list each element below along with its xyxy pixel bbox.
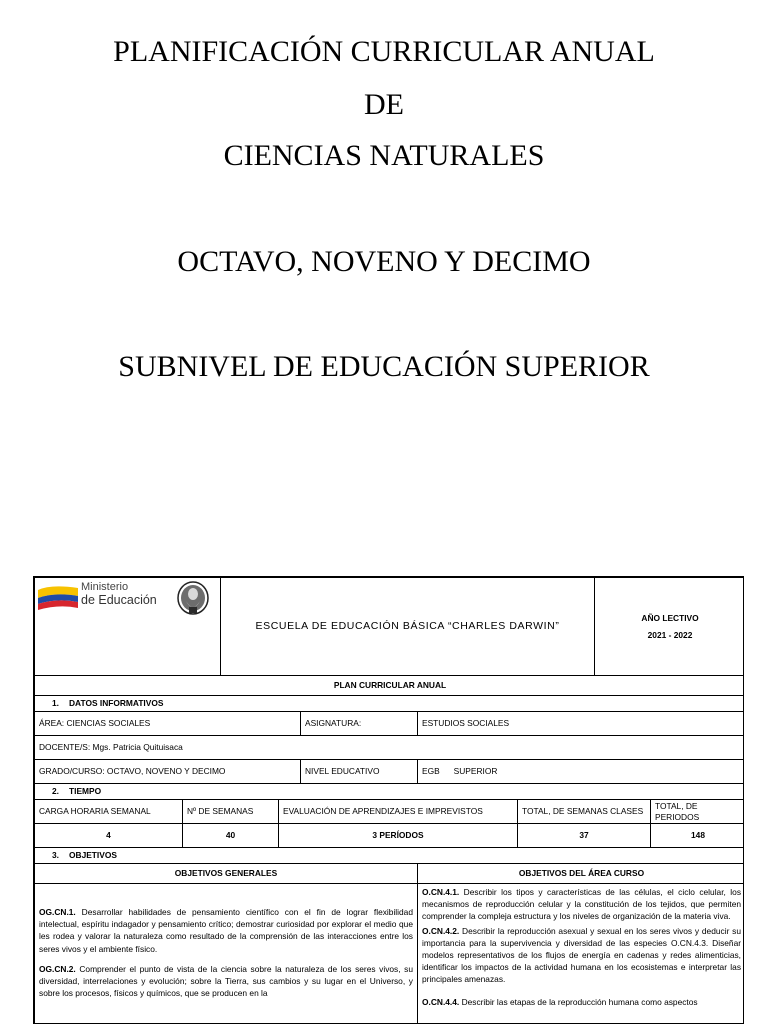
- objetivo-code: OG.CN.2.: [39, 963, 76, 974]
- tiempo-header: Nº DE SEMANAS: [183, 800, 279, 824]
- school-year-box: [595, 578, 745, 676]
- plan-title: PLAN CURRICULAR ANUAL: [35, 676, 745, 696]
- tiempo-value: 37: [518, 824, 651, 848]
- asignatura-label: ASIGNATURA:: [301, 712, 418, 736]
- tiempo-value: 40: [183, 824, 279, 848]
- objetivos-area-header: OBJETIVOS DEL ÁREA CURSO: [418, 864, 745, 884]
- section-number: 3.: [52, 850, 59, 861]
- year-value: 2021 - 2022: [647, 629, 693, 640]
- objetivo-code: OG.CN.1.: [39, 907, 76, 917]
- objetivos-generales-cell: [35, 884, 418, 1024]
- objetivos-generales-header: OBJETIVOS GENERALES: [35, 864, 418, 884]
- objetivo-general: [39, 963, 413, 1000]
- area-cell: ÁREA: CIENCIAS SOCIALES: [35, 712, 301, 736]
- ministry-logo-top: Ministerio: [81, 581, 129, 593]
- objetivo-text: Desarrollar habilidades de pensamiento científico con el fin de lograr flexibilidad intelectual, espíritu indagador y pensamiento crítico; demostrar curiosidad por explorar el medio que les rodea y valorar la naturaleza como resultado de la comprensión de las interacciones entre los seres vivos y el ambiente físico.: [39, 907, 414, 954]
- objetivo-code: O.CN.4.1.: [422, 887, 460, 897]
- ministry-logo-bottom: de Educación: [81, 592, 157, 607]
- nivel-value: EGB SUPERIOR: [418, 760, 745, 784]
- tiempo-header: TOTAL, DE SEMANAS CLASES: [518, 800, 651, 824]
- cover-subtitle-level: SUBNIVEL DE EDUCACIÓN SUPERIOR: [118, 350, 650, 383]
- ministry-logo-text: [81, 582, 157, 607]
- section-datos-informativos: [35, 696, 745, 712]
- section-number: 1.: [52, 698, 59, 709]
- section-label: OBJETIVOS: [69, 850, 117, 861]
- docente-cell: DOCENTE/S: Mgs. Patricia Quituisaca: [35, 736, 745, 760]
- objetivo-text: Comprender el punto de vista de la ciencia sobre la naturaleza de los seres vivos, su diversidad, interrelaciones y evolución; sobre la Tierra, sus cambios y su lugar en el Universo, y sobre los procesos, físicos y químicos, que se producen en la: [39, 963, 414, 999]
- logo-cell: [35, 578, 221, 676]
- tiempo-header: TOTAL, DE PERIODOS: [651, 800, 745, 824]
- objetivos-area-cell: [418, 884, 745, 1024]
- section-label: TIEMPO: [69, 786, 102, 797]
- objetivo-text: Describir las etapas de la reproducción humana como aspectos: [461, 996, 698, 1007]
- plan-table: [33, 576, 744, 1024]
- section-tiempo: [35, 784, 745, 800]
- tiempo-header: CARGA HORARIA SEMANAL: [35, 800, 183, 824]
- objetivo-area: [422, 886, 741, 923]
- tiempo-values-row: [35, 824, 745, 848]
- objetivo-code: O.CN.4.4.: [422, 996, 460, 1007]
- objetivo-text: Describir los tipos y características de las células, el ciclo celular, los mecanismos de reproducción celular y la constitución de los tejidos, que permiten comprender la compleja estructura y los niveles de organización de la materia viva.: [422, 887, 742, 922]
- section-label: DATOS INFORMATIVOS: [69, 698, 164, 709]
- school-name: ESCUELA DE EDUCACIÓN BÁSICA “CHARLES DARWIN”: [221, 578, 595, 676]
- cover-title-line-1: PLANIFICACIÓN CURRICULAR ANUAL: [113, 35, 655, 68]
- tiempo-header-row: [35, 800, 745, 824]
- tiempo-value: 148: [651, 824, 745, 848]
- cover-subtitle-grades: OCTAVO, NOVENO Y DECIMO: [177, 245, 591, 278]
- objetivo-general: [39, 906, 413, 955]
- section-number: 2.: [52, 786, 59, 797]
- objetivo-area: [422, 925, 741, 986]
- cover-title-line-3: CIENCIAS NATURALES: [223, 139, 545, 172]
- objetivo-text: Describir la reproducción asexual y sexual en los seres vivos y deducir su importancia para la supervivencia y diversidad de las especies O.CN.4.3. Diseñar modelos representativos de los flujos de energía en cadenas y redes alimenticias, identificar los impactos de la actividad humana en los ecosistemas e interpretar las principales amenazas.: [422, 925, 742, 985]
- tiempo-value: 3 PERÍODOS: [279, 824, 518, 848]
- tiempo-header: EVALUACIÓN DE APRENDIZAJES E IMPREVISTOS: [279, 800, 518, 824]
- objetivo-area: [422, 996, 741, 1008]
- darwin-portrait-icon: [177, 581, 209, 615]
- asignatura-value: ESTUDIOS SOCIALES: [418, 712, 745, 736]
- objetivo-code: O.CN.4.2.: [422, 925, 460, 936]
- year-label: AÑO LECTIVO: [641, 613, 699, 623]
- ecuador-flag-icon: [37, 582, 79, 612]
- header-row: [35, 578, 745, 676]
- nivel-label: NIVEL EDUCATIVO: [301, 760, 418, 784]
- tiempo-value: 4: [35, 824, 183, 848]
- grado-cell: GRADO/CURSO: OCTAVO, NOVENO Y DECIMO: [35, 760, 301, 784]
- cover-title-line-2: DE: [364, 88, 404, 121]
- section-objetivos: [35, 848, 745, 864]
